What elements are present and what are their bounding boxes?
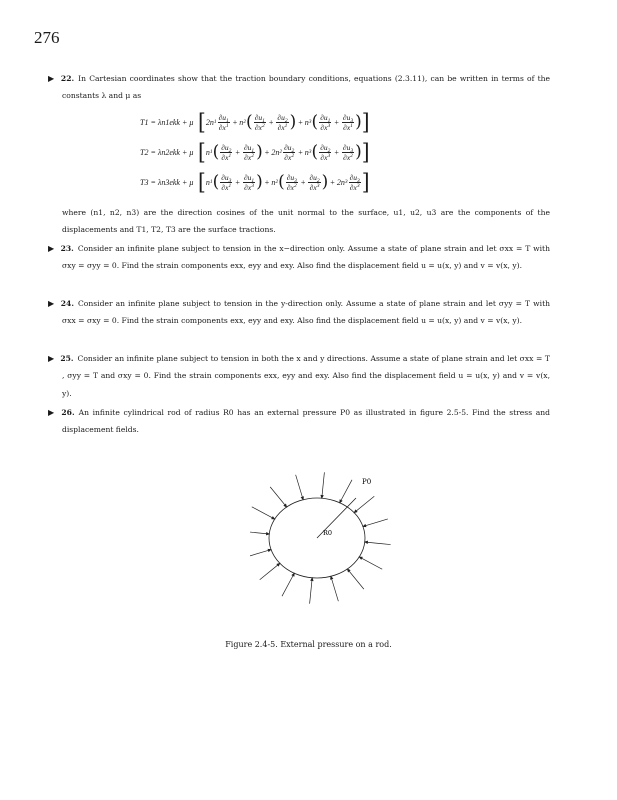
page-number: 276 <box>34 28 60 47</box>
pressure-arrow <box>365 542 391 545</box>
problem-24 <box>48 295 551 330</box>
arrow-head-icon <box>340 500 342 503</box>
problem-text: Consider an infinite plane subject to tension in the y-direction only. Assume a state of plane strain and let σyy = T with σxx = σxy = 0. Find the strain components exx, eyy and exy. Also find the displacement field u = u(x, y) and v = v(x, y). <box>62 299 551 326</box>
problem-22-continuation <box>62 204 550 239</box>
triangle-bullet-icon: ▶ <box>48 354 55 363</box>
triangle-bullet-icon: ▶ <box>48 244 55 253</box>
rod-pressure-figure <box>250 462 400 622</box>
arrow-head-icon <box>301 497 303 500</box>
problem-number: 22. <box>60 74 75 83</box>
problem-22 <box>48 70 551 105</box>
pressure-arrow <box>340 480 352 503</box>
problem-number: 23. <box>60 244 74 253</box>
equation-t3: T3 = λn3ekk + μ [ n 1 ( $\frac{\partial u_3}{\partial x^1}$ + $\frac{\partial u_1}{\partial x^3}$ ) + n 2 ( $\frac{\partial u_3}{\partial x^2}$ + $\frac{\partial u_2}{\partial x^3}$ ) + 2n 3 $\frac{\partial u_3}{\partial x^3}$ ] <box>140 168 370 196</box>
pressure-arrows <box>250 472 391 603</box>
pressure-arrow <box>270 487 286 507</box>
triangle-bullet-icon: ▶ <box>48 299 55 308</box>
figure-caption: Figure 2.4-5. External pressure on a rod. <box>225 640 392 649</box>
traction-equations <box>140 108 470 202</box>
problem-23 <box>48 240 550 275</box>
pressure-arrow <box>260 563 280 579</box>
triangle-bullet-icon: ▶ <box>48 74 55 83</box>
radius-label: R0 <box>323 529 333 537</box>
pressure-arrow <box>296 475 304 500</box>
pressure-arrow <box>359 557 382 569</box>
arrow-head-icon <box>363 525 366 527</box>
problem-text: Consider an infinite plane subject to tension in both the x and y directions. Assume a state of plane strain and let σxx = T , σyy = T and σxy = 0. Find the strain components exx, eyy and exy. Also find the displacement field u = u(x, y) and v = v(x, y). <box>62 354 550 398</box>
problem-text: In Cartesian coordinates show that the traction boundary conditions, equations (2.3.11), can be written in terms of the constants λ and μ as <box>62 74 551 101</box>
pressure-arrow <box>347 569 363 589</box>
equation-t2: T2 = λn2ekk + μ [ n 1 ( $\frac{\partial u_2}{\partial x^1}$ + $\frac{\partial u_1}{\partial x^2}$ ) + 2n 2 $\frac{\partial u_2}{\partial x^2}$ + n 3 ( $\frac{\partial u_2}{\partial x^3}$ + $\frac{\partial u_3}{\partial x^2}$ ) ] <box>140 138 370 166</box>
pressure-arrow <box>354 496 374 512</box>
equation-lhs: T1 = λn1ekk + μ <box>140 117 194 127</box>
pressure-arrow <box>252 507 275 519</box>
equation-t1: T1 = λn1ekk + μ [ 2n 1 $\frac{\partial u_1}{\partial x^1}$ + n 2 ( $\frac{\partial u_1}{\partial x^2}$ + $\frac{\partial u_2}{\partial x^1}$ ) + n 3 ( $\frac{\partial u_1}{\partial x^3}$ + $\frac{\partial u_3}{\partial x^1}$ ) ] <box>140 108 370 136</box>
arrow-head-icon <box>268 549 271 551</box>
pressure-arrow <box>322 472 325 498</box>
arrow-head-icon <box>331 576 333 579</box>
problem-26 <box>48 404 551 439</box>
pressure-arrow <box>331 576 339 601</box>
pressure-arrow <box>250 550 271 558</box>
equation-lhs: T3 = λn3ekk + μ <box>140 177 194 187</box>
pressure-label: P0 <box>362 478 372 486</box>
pressure-arrow <box>282 573 294 596</box>
problem-text: where (n1, n2, n3) are the direction cosines of the unit normal to the surface, u1, u2, u3 are the components of the displacements and T1, T2, T3 are the surface tractions. <box>62 208 550 235</box>
arrow-head-icon <box>272 517 275 519</box>
problem-text: Consider an infinite plane subject to tension in the x−direction only. Assume a state of plane strain and let σxx = T with σxy = σyy = 0. Find the strain components exx, eyy and exy. Also find the displacement field u = u(x, y) and v = v(x, y). <box>62 244 550 271</box>
problem-25 <box>48 350 550 402</box>
pressure-arrow <box>310 578 313 604</box>
problem-text: An infinite cylindrical rod of radius R0 has an external pressure P0 as illustrated in figure 2.5-5. Find the stress and displacement fields. <box>62 408 551 435</box>
problem-number: 24. <box>60 299 74 308</box>
arrow-head-icon <box>359 557 362 559</box>
problem-number: 25. <box>60 354 74 363</box>
arrow-head-icon <box>292 573 294 576</box>
equation-lhs: T2 = λn2ekk + μ <box>140 147 194 157</box>
triangle-bullet-icon: ▶ <box>48 408 56 417</box>
pressure-arrow <box>363 519 388 527</box>
problem-number: 26. <box>61 408 75 417</box>
